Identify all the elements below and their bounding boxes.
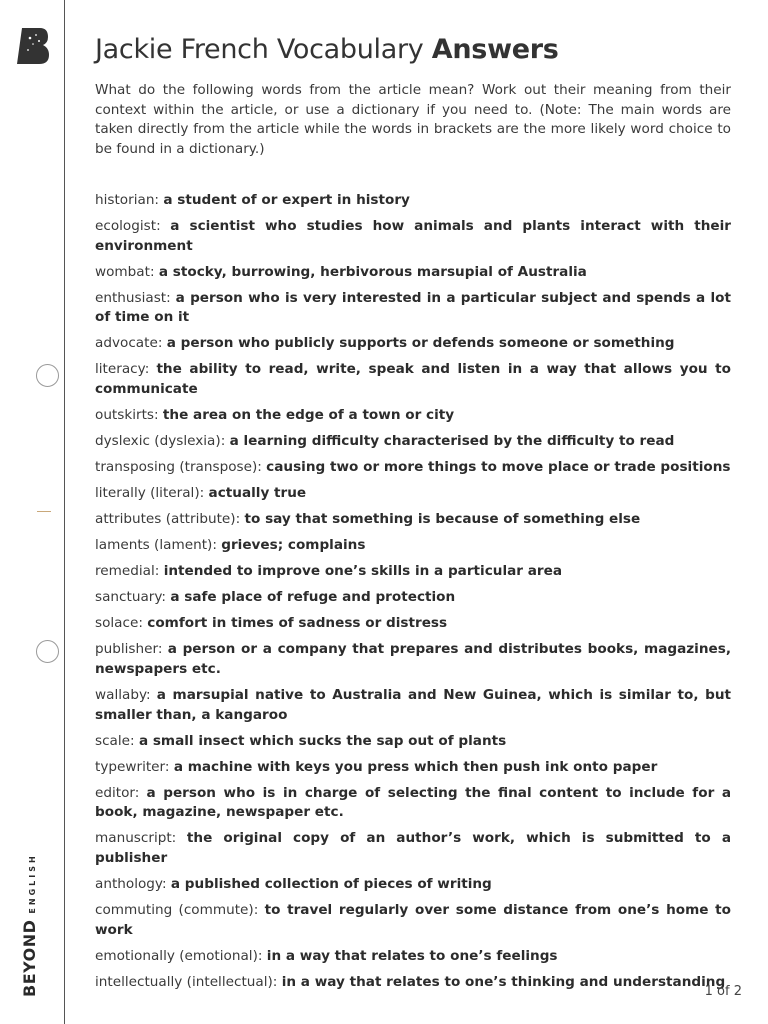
vocab-entry [95, 263, 731, 283]
vocab-word: laments (lament): [95, 537, 217, 554]
vocab-definition: a safe place of refuge and protection [170, 589, 456, 606]
vocab-definition: the ability to read, write, speak and listen in a way that allows you to communicate [95, 361, 731, 398]
vocab-entry [95, 732, 731, 752]
vocab-definition: a student of or expert in history [163, 192, 410, 208]
vocab-word: publisher: [95, 641, 163, 658]
vocab-entry [95, 334, 731, 354]
vocab-entry [95, 947, 731, 967]
intro-paragraph: What do the following words from the article mean? Work out their meaning from their context within the article, or use a dictionary if you need to. (Note: The main words are taken directly from the article while the words in brackets are the more likely word choice to be found in a dictionary.) [95, 82, 731, 158]
vocab-definition: a person or a company that prepares and distributes books, magazines, newspapers etc. [95, 641, 731, 677]
vocab-definition: grieves; complains [221, 537, 366, 554]
vocab-word: emotionally (emotional): [95, 947, 263, 964]
vocab-definition: a scientist who studies how animals and plants interact with their environment [95, 218, 731, 254]
vocab-entry [95, 875, 731, 895]
binder-hole-bottom [36, 640, 59, 663]
vocab-word: enthusiast: [95, 289, 171, 306]
vocab-definition: causing two or more things to move place or trade positions [266, 459, 731, 476]
vocab-word: sanctuary: [95, 589, 167, 606]
title-strong: Answers [431, 34, 559, 65]
vocab-definition: a stocky, burrowing, herbivorous marsupial of Australia [158, 263, 587, 280]
vocab-entry [95, 758, 731, 778]
vocab-entry [95, 562, 731, 582]
vocab-definition: a published collection of pieces of writing [170, 875, 492, 892]
vocab-definition: comfort in times of sadness or distress [147, 615, 448, 632]
vocab-definition: to travel regularly over some distance from one’s home to work [95, 901, 731, 938]
vocab-definition: in a way that relates to one’s thinking and understanding [281, 973, 726, 990]
vocab-definition: to say that something is because of something else [244, 511, 641, 528]
page-title [95, 34, 559, 65]
binder-hole-top [36, 364, 59, 387]
vocab-word: scale: [95, 732, 135, 749]
vocab-definition: the area on the edge of a town or city [162, 407, 455, 424]
vocab-word: transposing (transpose): [95, 459, 262, 476]
brand-word-english: ENGLISH [28, 853, 37, 914]
vocab-entry [95, 484, 731, 504]
vocab-word: advocate: [95, 335, 163, 352]
vocab-entry [95, 360, 731, 399]
vocab-word: ecologist: [95, 218, 161, 234]
vocab-entry [95, 536, 731, 556]
vocab-word: solace: [95, 615, 143, 632]
vocab-definition: the original copy of an author’s work, which is submitted to a publisher [95, 830, 732, 866]
vocab-definition: a learning difficulty characterised by the difficulty to read [229, 433, 675, 450]
vocab-definition: intended to improve one’s skills in a particular area [163, 563, 562, 580]
vocab-word: remedial: [95, 563, 160, 580]
vocab-word: wombat: [95, 263, 155, 280]
brand-word-beyond: BEYOND [20, 919, 39, 997]
vocab-word: outskirts: [95, 407, 159, 424]
vocab-definition: a person who is very interested in a particular subject and spends a lot of time on it [95, 289, 731, 326]
vocab-word: anthology: [95, 875, 167, 892]
vocab-entry [95, 829, 731, 868]
vocab-entry [95, 217, 731, 256]
vocab-word: manuscript: [95, 830, 177, 847]
vocab-definition: a small insect which sucks the sap out of plants [138, 732, 507, 749]
vocab-definition: a person who publicly supports or defends someone or something [166, 335, 675, 352]
vocab-entry [95, 510, 731, 530]
vocab-word: attributes (attribute): [95, 511, 241, 528]
page-number: 1 of 2 [704, 984, 742, 999]
vocab-entry [95, 289, 731, 328]
vocab-word: dyslexic (dyslexia): [95, 433, 226, 450]
vocab-word: wallaby: [95, 686, 151, 703]
vocab-entry [95, 640, 731, 679]
vocab-entry [95, 458, 731, 478]
vocab-entry [95, 784, 731, 823]
vocab-definition: a person who is in charge of selecting the final content to include for a book, magazine, newspaper etc. [95, 784, 731, 821]
vocab-word: typewriter: [95, 758, 170, 775]
vocab-word: historian: [95, 192, 160, 208]
vocab-entry [95, 191, 731, 211]
vocab-word: editor: [95, 784, 140, 801]
vocab-entry [95, 614, 731, 634]
vocab-word: commuting (commute): [95, 901, 259, 918]
vocab-definition: in a way that relates to one’s feelings [266, 947, 558, 964]
vocab-word: literally (literal): [95, 485, 205, 502]
vocab-entry [95, 432, 731, 452]
vocab-definition: a machine with keys you press which then push ink onto paper [173, 758, 658, 775]
vocab-entry [95, 588, 731, 608]
vocab-entry [95, 901, 731, 940]
vocab-entry [95, 973, 731, 993]
vocab-entry [95, 406, 731, 426]
brand-wordmark [20, 853, 39, 997]
beyond-english-logo-icon [16, 26, 50, 66]
vocabulary-list [95, 191, 731, 999]
margin-rule [64, 0, 65, 1024]
vocab-word: literacy: [95, 361, 150, 378]
vocab-definition: actually true [208, 485, 307, 502]
fold-mark [37, 511, 51, 512]
vocab-word: intellectually (intellectual): [95, 973, 278, 990]
vocab-definition: a marsupial native to Australia and New Guinea, which is similar to, but smaller than, a kangaroo [95, 686, 731, 723]
title-main: Jackie French Vocabulary [95, 34, 424, 65]
vocab-entry [95, 686, 731, 725]
